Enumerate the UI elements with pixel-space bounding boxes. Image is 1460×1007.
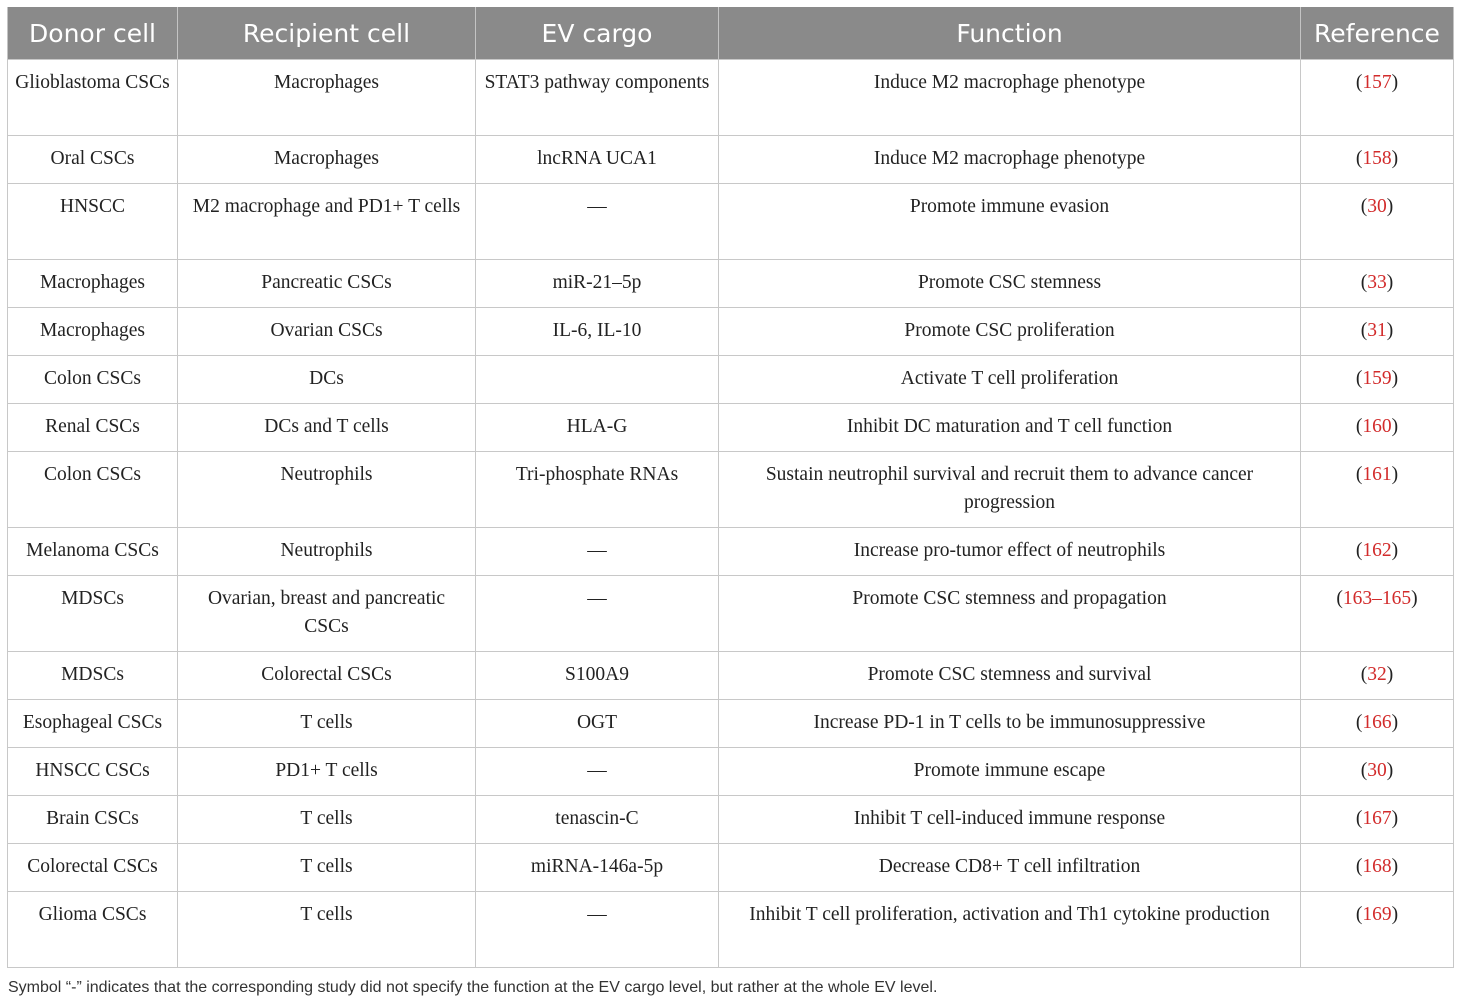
table-row <box>8 404 1454 452</box>
function-cell: Promote immune evasion <box>719 184 1301 260</box>
header-ev-cargo: EV cargo <box>476 7 719 60</box>
reference-link[interactable]: 158 <box>1362 148 1392 169</box>
reference-cell: (167) <box>1301 796 1454 844</box>
table-row <box>8 796 1454 844</box>
function-cell: Activate T cell proliferation <box>719 356 1301 404</box>
donor-cell: Colon CSCs <box>8 356 178 404</box>
reference-link[interactable]: 160 <box>1362 416 1392 437</box>
ev-cargo-cell: IL-6, IL-10 <box>476 308 719 356</box>
recipient-cell: PD1+ T cells <box>178 748 476 796</box>
ev-cargo-cell: tenascin-C <box>476 796 719 844</box>
reference-link[interactable]: 30 <box>1367 760 1387 781</box>
reference-cell: (158) <box>1301 136 1454 184</box>
ev-cargo-cell: STAT3 pathway components <box>476 60 719 136</box>
ev-cargo-cell: — <box>476 576 719 652</box>
recipient-cell: T cells <box>178 844 476 892</box>
function-cell: Increase PD-1 in T cells to be immunosuppressive <box>719 700 1301 748</box>
table-row <box>8 260 1454 308</box>
recipient-cell: T cells <box>178 700 476 748</box>
reference-cell: (160) <box>1301 404 1454 452</box>
reference-cell: (30) <box>1301 184 1454 260</box>
reference-link[interactable]: 162 <box>1362 540 1392 561</box>
function-cell: Inhibit T cell proliferation, activation and Th1 cytokine production <box>719 892 1301 968</box>
donor-cell: Colorectal CSCs <box>8 844 178 892</box>
ev-cargo-cell: lncRNA UCA1 <box>476 136 719 184</box>
recipient-cell: Macrophages <box>178 136 476 184</box>
recipient-cell: Neutrophils <box>178 528 476 576</box>
reference-link[interactable]: 33 <box>1367 272 1387 293</box>
reference-link[interactable]: 166 <box>1362 712 1392 733</box>
table-footnote: Symbol “-” indicates that the corresponding study did not specify the function at the EV cargo level, but rather at the whole EV level. <box>8 979 938 996</box>
function-cell: Promote CSC stemness and propagation <box>719 576 1301 652</box>
table-body <box>8 60 1454 968</box>
reference-link[interactable]: 167 <box>1362 808 1392 829</box>
header-recipient-cell: Recipient cell <box>178 7 476 60</box>
table-row <box>8 748 1454 796</box>
recipient-cell: M2 macrophage and PD1+ T cells <box>178 184 476 260</box>
reference-cell: (31) <box>1301 308 1454 356</box>
recipient-cell: DCs <box>178 356 476 404</box>
donor-cell: Renal CSCs <box>8 404 178 452</box>
recipient-cell: Pancreatic CSCs <box>178 260 476 308</box>
donor-cell: HNSCC <box>8 184 178 260</box>
reference-cell: (33) <box>1301 260 1454 308</box>
reference-cell: (161) <box>1301 452 1454 528</box>
donor-cell: HNSCC CSCs <box>8 748 178 796</box>
reference-cell: (168) <box>1301 844 1454 892</box>
recipient-cell: Neutrophils <box>178 452 476 528</box>
donor-cell: Colon CSCs <box>8 452 178 528</box>
ev-cargo-cell: HLA-G <box>476 404 719 452</box>
table-row <box>8 60 1454 136</box>
ev-cargo-cell: — <box>476 184 719 260</box>
table-row <box>8 308 1454 356</box>
reference-cell: (32) <box>1301 652 1454 700</box>
function-cell: Promote CSC stemness <box>719 260 1301 308</box>
donor-cell: Glioma CSCs <box>8 892 178 968</box>
function-cell: Promote CSC proliferation <box>719 308 1301 356</box>
header-reference: Reference <box>1301 7 1454 60</box>
recipient-cell: Colorectal CSCs <box>178 652 476 700</box>
table-row <box>8 844 1454 892</box>
reference-cell: (162) <box>1301 528 1454 576</box>
donor-cell: MDSCs <box>8 576 178 652</box>
reference-cell: (159) <box>1301 356 1454 404</box>
donor-cell: Glioblastoma CSCs <box>8 60 178 136</box>
reference-link[interactable]: 163–165 <box>1342 588 1412 609</box>
reference-link[interactable]: 32 <box>1367 664 1387 685</box>
table-row <box>8 528 1454 576</box>
table-row <box>8 452 1454 528</box>
function-cell: Inhibit T cell-induced immune response <box>719 796 1301 844</box>
reference-cell: (163–165) <box>1301 576 1454 652</box>
donor-cell: Macrophages <box>8 260 178 308</box>
recipient-cell: Ovarian, breast and pancreatic CSCs <box>178 576 476 652</box>
function-cell: Increase pro-tumor effect of neutrophils <box>719 528 1301 576</box>
recipient-cell: T cells <box>178 796 476 844</box>
table-row <box>8 356 1454 404</box>
ev-cargo-cell: Tri-phosphate RNAs <box>476 452 719 528</box>
table-row <box>8 136 1454 184</box>
ev-cargo-table <box>7 7 1454 968</box>
function-cell: Sustain neutrophil survival and recruit them to advance cancer progression <box>719 452 1301 528</box>
reference-cell: (30) <box>1301 748 1454 796</box>
header-function: Function <box>719 7 1301 60</box>
reference-link[interactable]: 161 <box>1362 464 1392 485</box>
function-cell: Decrease CD8+ T cell infiltration <box>719 844 1301 892</box>
reference-cell: (157) <box>1301 60 1454 136</box>
donor-cell: Oral CSCs <box>8 136 178 184</box>
ev-cargo-cell: — <box>476 892 719 968</box>
table-row <box>8 184 1454 260</box>
function-cell: Induce M2 macrophage phenotype <box>719 136 1301 184</box>
table-container <box>7 7 1453 968</box>
header-donor-cell: Donor cell <box>8 7 178 60</box>
ev-cargo-cell: miRNA-146a-5p <box>476 844 719 892</box>
reference-link[interactable]: 159 <box>1362 368 1392 389</box>
reference-link[interactable]: 169 <box>1362 904 1392 925</box>
table-row <box>8 700 1454 748</box>
reference-link[interactable]: 157 <box>1362 72 1392 93</box>
ev-cargo-cell: OGT <box>476 700 719 748</box>
reference-link[interactable]: 31 <box>1367 320 1387 341</box>
donor-cell: Melanoma CSCs <box>8 528 178 576</box>
table-row <box>8 652 1454 700</box>
reference-link[interactable]: 30 <box>1367 196 1387 217</box>
recipient-cell: T cells <box>178 892 476 968</box>
function-cell: Promote CSC stemness and survival <box>719 652 1301 700</box>
function-cell: Promote immune escape <box>719 748 1301 796</box>
ev-cargo-cell: — <box>476 528 719 576</box>
table-row <box>8 892 1454 968</box>
reference-cell: (169) <box>1301 892 1454 968</box>
header-row <box>8 7 1454 60</box>
ev-cargo-cell <box>476 356 719 404</box>
donor-cell: Macrophages <box>8 308 178 356</box>
recipient-cell: DCs and T cells <box>178 404 476 452</box>
ev-cargo-cell: S100A9 <box>476 652 719 700</box>
function-cell: Induce M2 macrophage phenotype <box>719 60 1301 136</box>
function-cell: Inhibit DC maturation and T cell function <box>719 404 1301 452</box>
donor-cell: Brain CSCs <box>8 796 178 844</box>
donor-cell: MDSCs <box>8 652 178 700</box>
recipient-cell: Macrophages <box>178 60 476 136</box>
reference-link[interactable]: 168 <box>1362 856 1392 877</box>
donor-cell: Esophageal CSCs <box>8 700 178 748</box>
ev-cargo-cell: miR-21–5p <box>476 260 719 308</box>
ev-cargo-cell: — <box>476 748 719 796</box>
table-row <box>8 576 1454 652</box>
recipient-cell: Ovarian CSCs <box>178 308 476 356</box>
reference-cell: (166) <box>1301 700 1454 748</box>
